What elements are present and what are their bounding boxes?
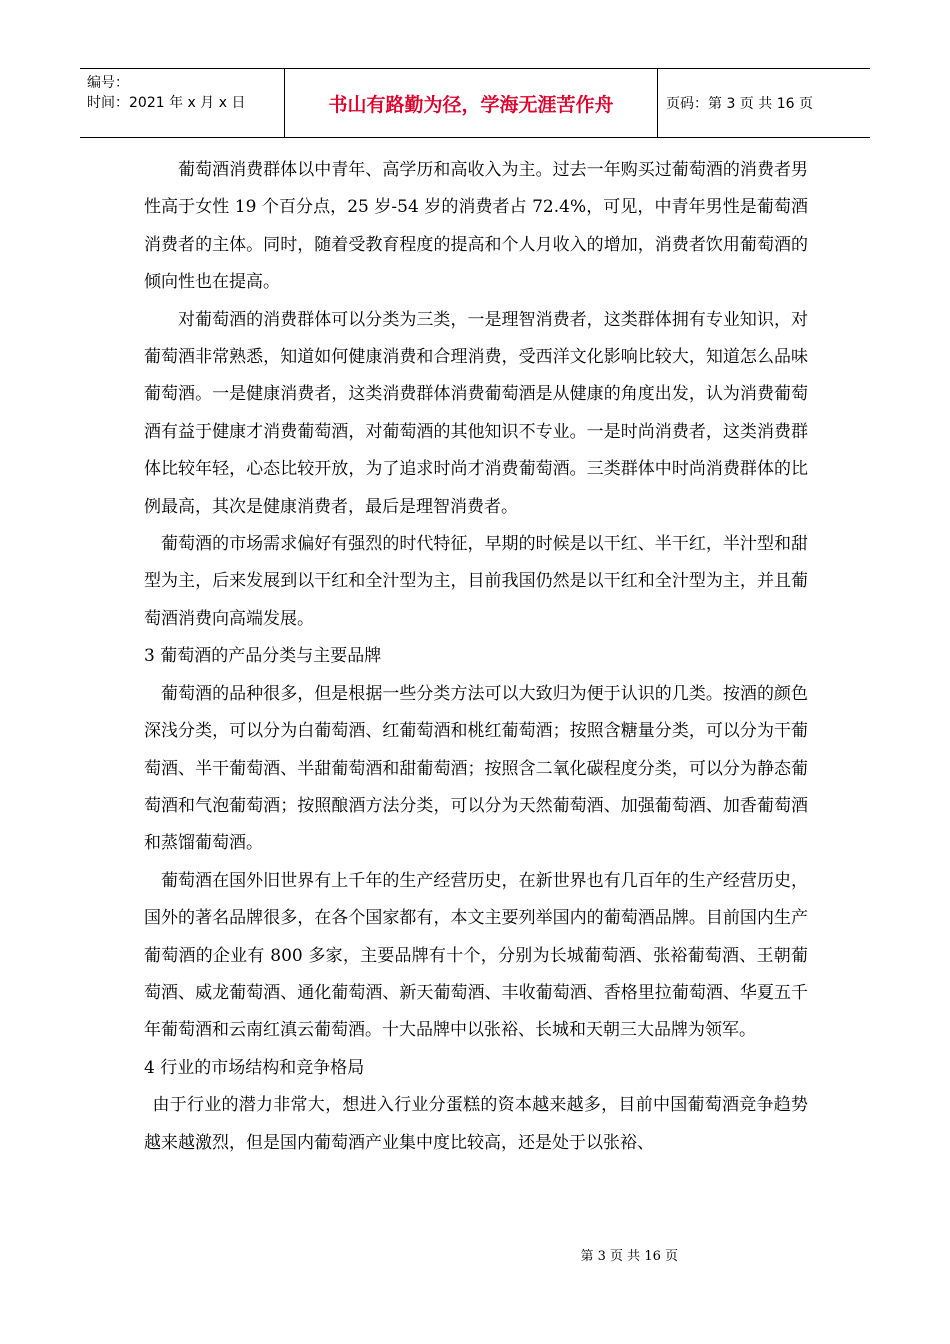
paragraph: 由于行业的潜力非常大，想进入行业分蛋糕的资本越来越多，目前中国葡萄酒竞争趋势越来越激烈，但是国内葡萄酒产业集中度比较高，还是处于以张裕、 — [144, 1095, 808, 1153]
page-footer: 第 3 页 共 16 页 — [580, 1249, 678, 1264]
paragraph: 葡萄酒消费群体以中青年、高学历和高收入为主。过去一年购买过葡萄酒的消费者男性高于女性 19 个百分点，25 岁-54 岁的消费者占 72.4%，可见，中青年男性是葡萄酒消费者的主体。同时，随着受教育程度的提高和个人月收入的增加，消费者饮用葡萄酒的倾向性也在提高。 — [144, 160, 808, 293]
page-header — [80, 68, 870, 138]
document-body — [144, 152, 808, 1162]
paragraph: 葡萄酒的品种很多，但是根据一些分类方法可以大致归为便于认识的几类。按酒的颜色深浅分类，可以分为白葡萄酒、红葡萄酒和桃红葡萄酒；按照含糖量分类，可以分为干葡萄酒、半干葡萄酒、半甜葡萄酒和甜葡萄酒；按照含二氧化碳程度分类，可以分为静态葡萄酒和气泡葡萄酒；按照酿酒方法分类，可以分为天然葡萄酒、加强葡萄酒、加香葡萄酒和蒸馏葡萄酒。 — [144, 683, 808, 854]
section-heading-4: 4 行业的市场结构和竞争格局 — [144, 1057, 365, 1078]
paragraph: 葡萄酒在国外旧世界有上千年的生产经营历史，在新世界也有几百年的生产经营历史，国外的著名品牌很多，在各个国家都有，本文主要列举国内的葡萄酒品牌。目前国内生产葡萄酒的企业有 800 多家，主要品牌有十个，分别为长城葡萄酒、张裕葡萄酒、王朝葡萄酒、威龙葡萄酒、通化葡萄酒、新天葡萄酒、丰收葡萄酒、香格里拉葡萄酒、华夏五千年葡萄酒和云南红滇云葡萄酒。十大品牌中以张裕、长城和天朝三大品牌为领军。 — [144, 870, 808, 1041]
header-motto: 书山有路勤为径，学海无涯苦作舟 — [285, 69, 658, 137]
header-page-info: 页码：第 3 页 共 16 页 — [666, 96, 813, 112]
document-date-label: 时间：2021 年 x 月 x 日 — [87, 95, 246, 111]
section-heading-3: 3 葡萄酒的产品分类与主要品牌 — [144, 646, 382, 667]
paragraph: 葡萄酒的市场需求偏好有强烈的时代特征，早期的时候是以干红、半干红，半汁型和甜型为主，后来发展到以干红和全汁型为主，目前我国仍然是以干红和全汁型为主，并且葡萄酒消费向高端发展。 — [144, 534, 808, 629]
paragraph: 对葡萄酒的消费群体可以分类为三类，一是理智消费者，这类群体拥有专业知识，对葡萄酒非常熟悉，知道如何健康消费和合理消费，受西洋文化影响比较大，知道怎么品味葡萄酒。一是健康消费者，这类消费群体消费葡萄酒是从健康的角度出发，认为消费葡萄酒有益于健康才消费葡萄酒，对葡萄酒的其他知识不专业。一是时尚消费者，这类消费群体比较年轻，心态比较开放，为了追求时尚才消费葡萄酒。三类群体中时尚消费群体的比例最高，其次是健康消费者，最后是理智消费者。 — [144, 309, 808, 517]
header-meta-cell — [80, 69, 285, 137]
document-number-label: 编号： — [87, 75, 129, 91]
